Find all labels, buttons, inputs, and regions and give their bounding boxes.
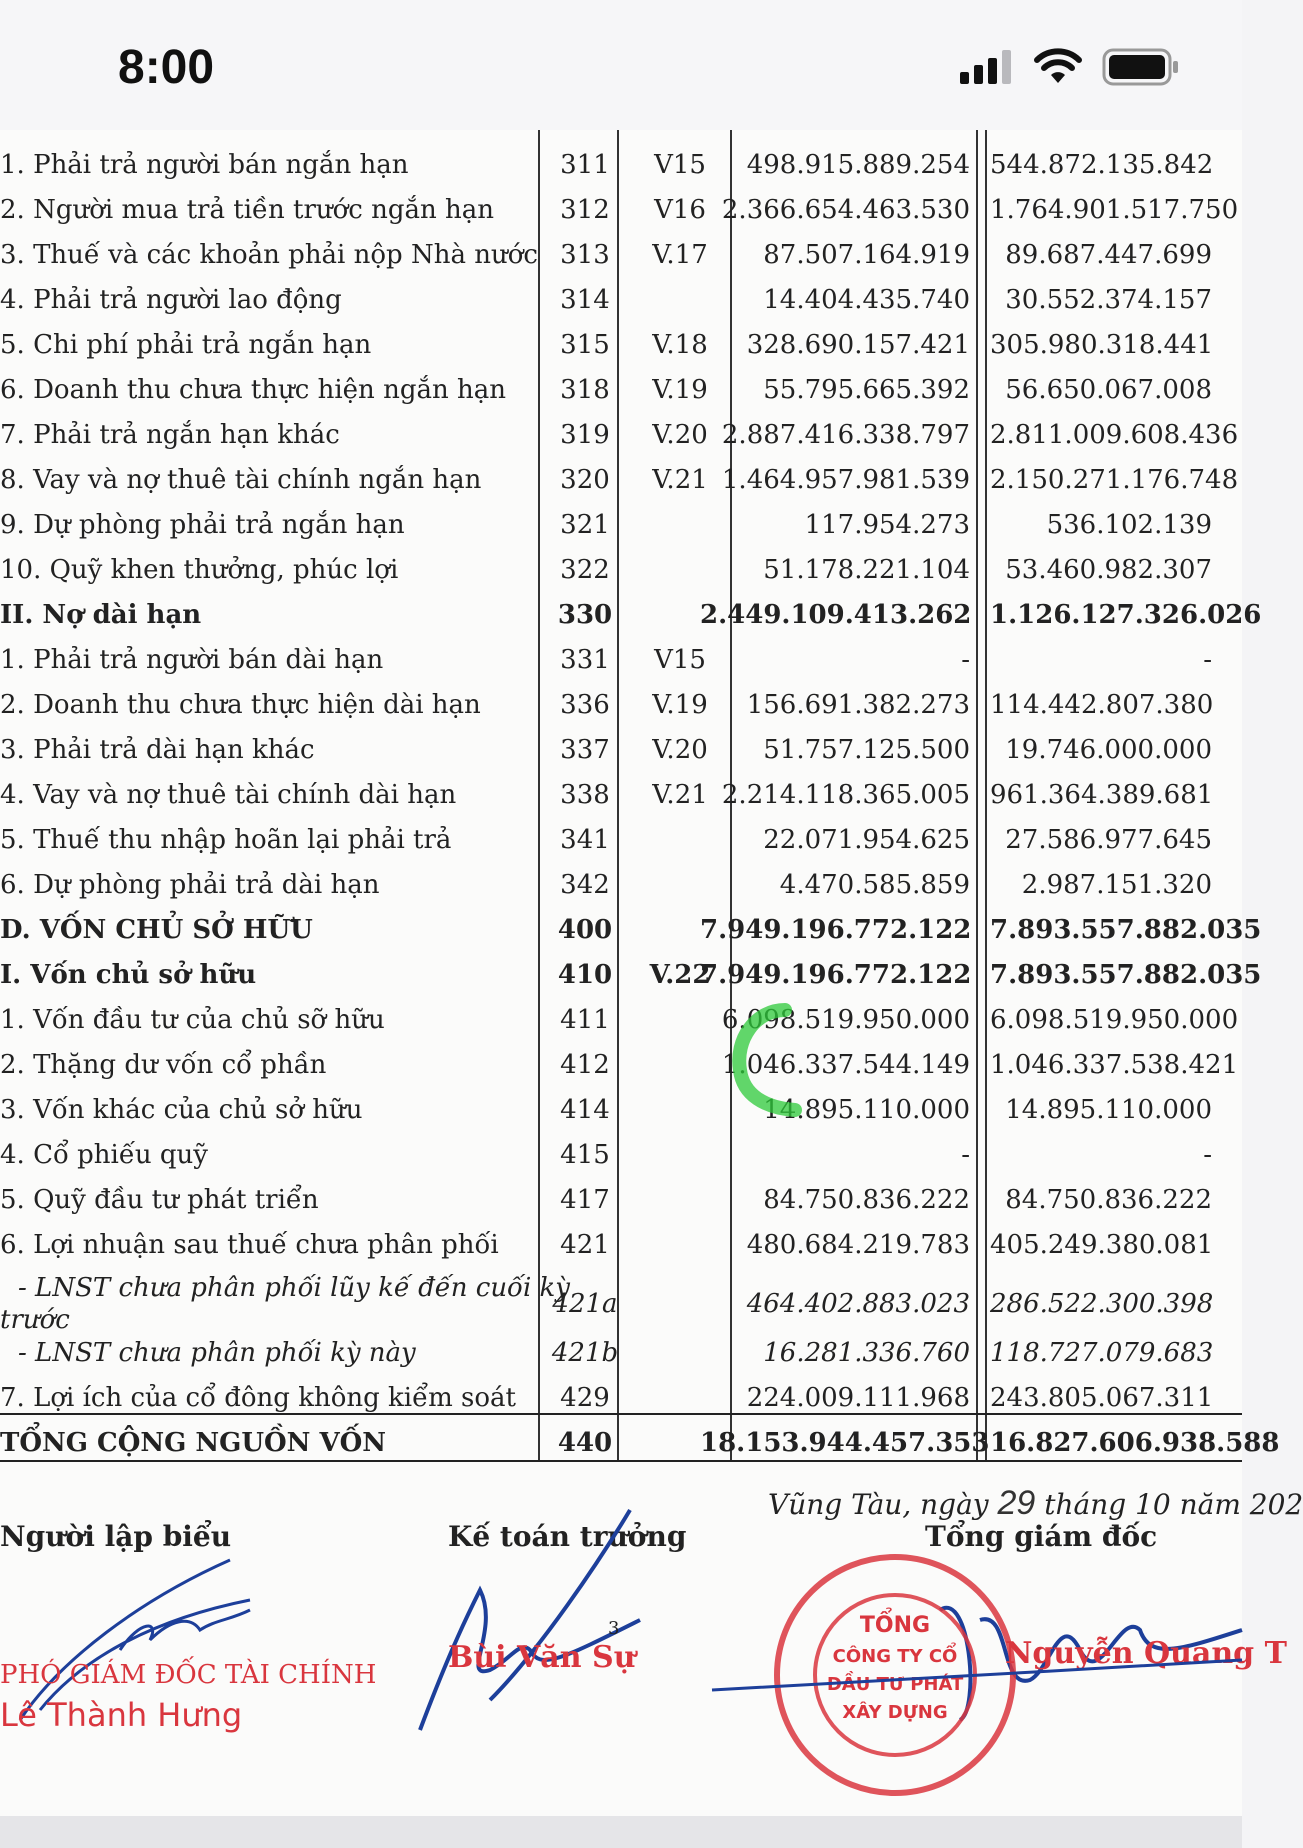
row-code: 311 <box>560 150 610 180</box>
row-label: 5. Thuế thu nhập hoãn lại phải trả <box>0 825 452 855</box>
cellular-signal-icon <box>960 50 1014 84</box>
row-code: 342 <box>560 870 610 900</box>
table-row <box>0 412 1242 457</box>
row-previous: 114.442.807.380 <box>990 690 1214 720</box>
row-previous: 2.811.009.608.436 <box>990 420 1239 450</box>
wifi-icon <box>1034 49 1082 85</box>
row-label: 1. Phải trả người bán dài hạn <box>0 645 384 675</box>
row-code: 318 <box>560 375 610 405</box>
highlighter-mark <box>725 1000 815 1130</box>
row-current: 51.757.125.500 <box>763 735 970 765</box>
row-label: 2. Thặng dư vốn cổ phần <box>0 1050 327 1080</box>
row-previous: 2.150.271.176.748 <box>990 465 1239 495</box>
row-label: D. VỐN CHỦ SỞ HỮU <box>0 915 313 945</box>
row-label-cont: trước <box>0 1305 70 1335</box>
row-previous: 1.046.337.538.421 <box>990 1050 1239 1080</box>
row-label: 7. Phải trả ngắn hạn khác <box>0 420 340 450</box>
row-note: V16 <box>654 195 706 225</box>
table-row <box>0 952 1262 997</box>
row-previous: 30.552.374.157 <box>1005 285 1212 315</box>
row-code: 429 <box>560 1383 610 1413</box>
clock: 8:00 <box>118 41 215 94</box>
row-current: 4.470.585.859 <box>779 870 970 900</box>
row-code: 337 <box>560 735 610 765</box>
row-previous: 2.987.151.320 <box>1021 870 1212 900</box>
row-previous: 544.872.135.842 <box>990 150 1214 180</box>
row-label: 7. Lợi ích của cổ đông không kiểm soát <box>0 1383 516 1413</box>
row-current: 117.954.273 <box>804 510 970 540</box>
table-row <box>0 637 1242 682</box>
row-label: 3. Thuế và các khoản phải nộp Nhà nước <box>0 240 538 270</box>
total-previous: 16.827.606.938.588 <box>990 1428 1280 1458</box>
status-bar <box>0 0 1242 130</box>
row-previous: 405.249.380.081 <box>990 1230 1214 1260</box>
row-code: 415 <box>560 1140 610 1170</box>
director-name: Nguyễn Quang T <box>1005 1636 1287 1671</box>
row-label: 6. Dự phòng phải trả dài hạn <box>0 870 380 900</box>
status-icons <box>960 48 1180 86</box>
table-rule <box>0 1413 1242 1415</box>
table-row <box>0 322 1242 367</box>
table-row <box>0 727 1242 772</box>
table-row <box>0 547 1242 592</box>
row-code: 336 <box>560 690 610 720</box>
row-label: 2. Người mua trả tiền trước ngắn hạn <box>0 195 495 225</box>
row-label: - LNST chưa phân phối kỳ này <box>18 1338 416 1368</box>
row-code: 315 <box>560 330 610 360</box>
total-code: 440 <box>557 1428 613 1458</box>
row-current: 464.402.883.023 <box>746 1289 970 1319</box>
table-row <box>0 142 1242 187</box>
table-row <box>0 1132 1242 1177</box>
row-current: 6.098.519.950.000 <box>721 1005 970 1035</box>
row-code: 330 <box>557 600 613 630</box>
row-current: 480.684.219.783 <box>746 1230 970 1260</box>
row-note: V.20 <box>652 420 708 450</box>
table-row <box>0 592 1262 637</box>
row-current: - <box>961 1140 970 1170</box>
row-label: 6. Lợi nhuận sau thuế chưa phân phối <box>0 1230 499 1260</box>
table-row <box>0 817 1242 862</box>
row-label: 4. Vay và nợ thuê tài chính dài hạn <box>0 780 457 810</box>
row-code: 338 <box>560 780 610 810</box>
row-previous: 6.098.519.950.000 <box>990 1005 1239 1035</box>
table-row <box>0 1222 1242 1267</box>
row-previous: 118.727.079.683 <box>990 1338 1214 1368</box>
ink-line <box>712 1650 1242 1700</box>
row-code: 314 <box>560 285 610 315</box>
table-row <box>0 1042 1242 1087</box>
row-current: 498.915.889.254 <box>746 150 970 180</box>
cut-off-line <box>0 116 200 136</box>
row-previous: 243.805.067.311 <box>990 1383 1214 1413</box>
row-code: 410 <box>557 960 613 990</box>
row-code: 412 <box>560 1050 610 1080</box>
row-label: 6. Doanh thu chưa thực hiện ngắn hạn <box>0 375 506 405</box>
table-row <box>0 277 1242 322</box>
row-code: 400 <box>557 915 613 945</box>
row-previous: 89.687.447.699 <box>1005 240 1212 270</box>
row-current: 84.750.836.222 <box>763 1185 970 1215</box>
handwritten-day: 29 <box>997 1484 1036 1522</box>
director-title: Tổng giám đốc <box>925 1520 1158 1553</box>
row-label: 5. Quỹ đầu tư phát triển <box>0 1185 319 1215</box>
row-note: V.19 <box>652 375 708 405</box>
row-note: V.20 <box>652 735 708 765</box>
row-previous: - <box>1203 645 1212 675</box>
row-label: 10. Quỹ khen thưởng, phúc lợi <box>0 555 399 585</box>
row-current: 14.404.435.740 <box>763 285 970 315</box>
row-previous: 7.893.557.882.035 <box>990 960 1262 990</box>
row-note: V.21 <box>652 780 708 810</box>
row-code: 313 <box>560 240 610 270</box>
table-row <box>0 772 1242 817</box>
row-label: 3. Vốn khác của chủ sở hữu <box>0 1095 363 1125</box>
row-code: 331 <box>560 645 610 675</box>
table-row <box>0 502 1242 547</box>
row-current: 2.887.416.338.797 <box>721 420 970 450</box>
row-current: 156.691.382.273 <box>746 690 970 720</box>
row-current: 7.949.196.772.122 <box>700 915 972 945</box>
table-row <box>0 187 1242 232</box>
row-current: 14.895.110.000 <box>763 1095 970 1125</box>
row-previous: 56.650.067.008 <box>1005 375 1212 405</box>
row-current: 7.949.196.772.122 <box>700 960 972 990</box>
total-current: 18.153.944.457.353 <box>700 1428 990 1458</box>
table-row <box>0 907 1262 952</box>
row-code: 341 <box>560 825 610 855</box>
row-current: 87.507.164.919 <box>763 240 970 270</box>
row-previous: 961.364.389.681 <box>990 780 1214 810</box>
row-note: V15 <box>654 150 706 180</box>
row-code: 312 <box>560 195 610 225</box>
row-label: 3. Phải trả dài hạn khác <box>0 735 315 765</box>
row-previous: 536.102.139 <box>1046 510 1212 540</box>
total-row <box>0 1420 1280 1465</box>
table-row <box>0 997 1242 1042</box>
row-code: 322 <box>560 555 610 585</box>
document-page[interactable] <box>0 130 1303 1830</box>
row-label: II. Nợ dài hạn <box>0 600 202 630</box>
row-code: 411 <box>560 1005 610 1035</box>
row-note: V.19 <box>652 690 708 720</box>
total-label: TỔNG CỘNG NGUỒN VỐN <box>0 1428 387 1458</box>
row-label: 4. Cổ phiếu quỹ <box>0 1140 208 1170</box>
row-previous: 286.522.300.398 <box>990 1289 1214 1319</box>
row-current: 16.281.336.760 <box>763 1338 970 1368</box>
row-previous: 84.750.836.222 <box>1005 1185 1212 1215</box>
row-current: 2.366.654.463.530 <box>721 195 970 225</box>
row-previous: 1.764.901.517.750 <box>990 195 1239 225</box>
row-code: 414 <box>560 1095 610 1125</box>
row-code: 421a <box>552 1289 618 1319</box>
row-note: V.18 <box>652 330 708 360</box>
table-row <box>0 1177 1242 1222</box>
row-previous: 27.586.977.645 <box>1005 825 1212 855</box>
table-row <box>0 862 1242 907</box>
preparer-title: Người lập biểu <box>0 1520 232 1553</box>
row-previous: 7.893.557.882.035 <box>990 915 1262 945</box>
row-current: 224.009.111.968 <box>746 1383 970 1413</box>
row-previous: 19.746.000.000 <box>1005 735 1212 765</box>
row-current: 1.464.957.981.539 <box>721 465 970 495</box>
row-current: 55.795.665.392 <box>763 375 970 405</box>
row-code: 321 <box>560 510 610 540</box>
row-label: 1. Vốn đầu tư của chủ sỡ hữu <box>0 1005 385 1035</box>
row-previous: 1.126.127.326.026 <box>990 600 1262 630</box>
row-label: 9. Dự phòng phải trả ngắn hạn <box>0 510 405 540</box>
signature-section <box>0 1460 1303 1840</box>
row-code: 320 <box>560 465 610 495</box>
row-note: V.22 <box>649 960 711 990</box>
table-row <box>0 232 1242 277</box>
accountant-title: Kế toán trưởng <box>448 1520 687 1553</box>
row-current: 51.178.221.104 <box>763 555 970 585</box>
svg-text:XÂY DỰNG: XÂY DỰNG <box>842 1702 948 1723</box>
battery-icon <box>1102 48 1180 86</box>
row-current: 2.449.109.413.262 <box>700 600 972 630</box>
row-label: - LNST chưa phân phối lũy kế đến cuối kỳ <box>18 1273 570 1303</box>
svg-text:ĐẦU TƯ PHÁT: ĐẦU TƯ PHÁT <box>826 1674 964 1695</box>
row-current: 328.690.157.421 <box>746 330 970 360</box>
row-note: V15 <box>654 645 706 675</box>
row-label: 2. Doanh thu chưa thực hiện dài hạn <box>0 690 481 720</box>
svg-text:TỔNG: TỔNG <box>859 1613 931 1638</box>
home-indicator-area <box>0 1816 1242 1848</box>
row-current: 22.071.954.625 <box>763 825 970 855</box>
row-code: 417 <box>560 1185 610 1215</box>
row-label: 8. Vay và nợ thuê tài chính ngắn hạn <box>0 465 482 495</box>
row-label: I. Vốn chủ sở hữu <box>0 960 257 990</box>
table-row <box>0 682 1242 727</box>
row-note: V.21 <box>652 465 708 495</box>
row-label: 5. Chi phí phải trả ngắn hạn <box>0 330 372 360</box>
table-row <box>0 457 1242 502</box>
row-label: 4. Phải trả người lao động <box>0 285 342 315</box>
table-row <box>0 1330 1242 1375</box>
row-current: - <box>961 645 970 675</box>
accountant-name: Bùi Văn Sự <box>448 1640 636 1675</box>
row-label: 1. Phải trả người bán ngắn hạn <box>0 150 409 180</box>
row-current: 1.046.337.544.149 <box>721 1050 970 1080</box>
row-code: 421 <box>560 1230 610 1260</box>
svg-text:CÔNG TY CỔ: CÔNG TY CỔ <box>832 1646 958 1667</box>
row-current: 2.214.118.365.005 <box>721 780 970 810</box>
row-previous: 14.895.110.000 <box>1005 1095 1212 1125</box>
row-code: 421b <box>551 1338 619 1368</box>
deputy-title: PHÓ GIÁM ĐỐC TÀI CHÍNH <box>0 1660 377 1690</box>
table-row <box>0 1265 1242 1335</box>
table-row <box>0 367 1242 412</box>
table-row <box>0 1087 1242 1132</box>
row-code: 319 <box>560 420 610 450</box>
page-number: 3 <box>608 1618 620 1639</box>
row-previous: 53.460.982.307 <box>1005 555 1212 585</box>
row-previous: 305.980.318.441 <box>990 330 1214 360</box>
place-date: Vũng Tàu, ngày 29 tháng 10 năm 202 <box>768 1484 1303 1522</box>
row-previous: - <box>1203 1140 1212 1170</box>
deputy-name: Lê Thành Hưng <box>0 1696 243 1734</box>
row-note: V.17 <box>652 240 708 270</box>
